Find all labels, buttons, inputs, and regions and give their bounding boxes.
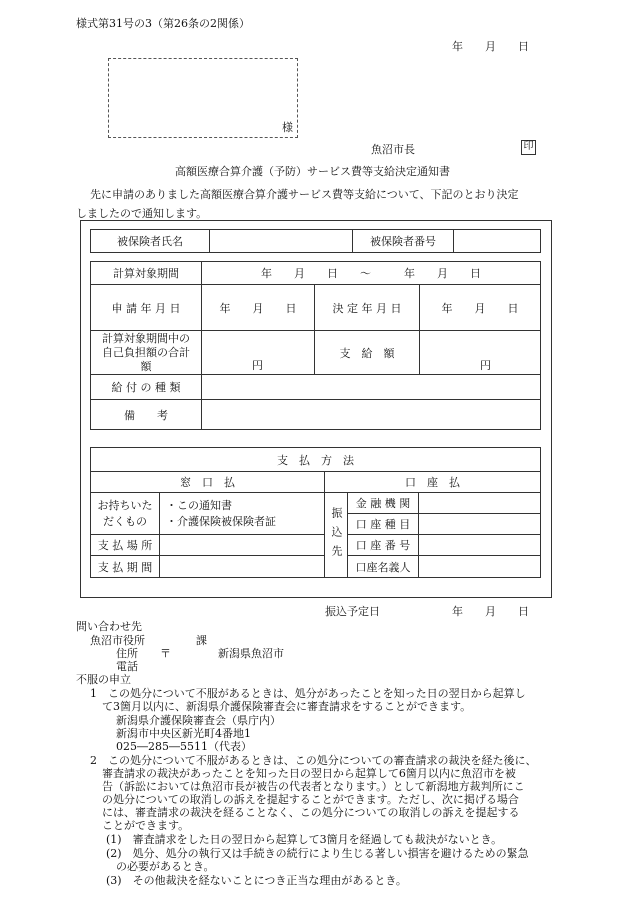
account-type-value: [419, 514, 541, 535]
appeal-item-3: (3) その他裁決を経ないことにつき正当な理由があるとき。: [106, 874, 407, 887]
seal-stamp: 印: [521, 140, 536, 155]
bank-value: [419, 493, 541, 514]
insured-name-value[interactable]: [210, 230, 353, 253]
benefit-kind-value: [202, 375, 541, 400]
benefit-kind-label: 給 付 の 種 類: [91, 375, 202, 400]
insured-number-label: 被保険者番号: [353, 230, 454, 253]
copay-value: [202, 331, 315, 375]
bring-items-label: [91, 493, 160, 535]
appeal-p2-line-2: 審査請求の裁決があったことを知った日の翌日から起算して6箇月以内に魚沼市を被: [102, 767, 516, 780]
intro-line-2: しましたので通知します。: [76, 207, 208, 220]
bank-label: 金 融 機 関: [348, 493, 419, 514]
window-payment-header: 窓 口 払: [91, 472, 325, 493]
account-holder-label: 口座名義人: [348, 556, 419, 578]
contact-postal: 〒: [160, 647, 171, 660]
appeal-p2-line-4: の処分についての取消しの訴えを提起することができます。ただし、次に掲げる場合: [102, 793, 519, 806]
copay-label-line-2: 自己負担額の合計: [102, 345, 190, 359]
contact-heading: 問い合わせ先: [76, 620, 142, 633]
contact-address: 新潟県魚沼市: [218, 647, 284, 660]
bring-item-2: ・介護保険被保険者証: [166, 514, 276, 528]
payment-yen: 円: [480, 359, 491, 372]
account-type-label: 口 座 種 目: [348, 514, 419, 535]
decision-date-value: 年 月 日: [420, 285, 541, 331]
decision-date-label: 決 定 年 月 日: [315, 285, 420, 331]
appeal-p2-line-6: ことができます。: [102, 819, 190, 832]
appeal-p2-line-3: 告（訴訟においては魚沼市長が被告の代表者となります。）として新潟地方裁判所にこ: [102, 780, 525, 793]
bring-label-line-1: お持ちいた: [97, 498, 153, 512]
term-label: 支 払 期 間: [91, 556, 160, 578]
appeal-p1-line-1: 1 この処分について不服があるときは、処分があったことを知った日の翌日から起算し: [90, 687, 526, 700]
appeal-item-2-cont: の必要があるとき。: [116, 860, 215, 873]
addressee-box: [108, 58, 298, 138]
account-number-value: [419, 535, 541, 556]
scheduled-date-label: 振込予定日: [325, 605, 380, 618]
period-value: 年 月 日 ～ 年 月 日: [202, 262, 541, 285]
remarks-label: 備 考: [91, 400, 202, 430]
remarks-value: [202, 400, 541, 430]
copay-label-line-3: 額: [140, 359, 152, 373]
insured-name-label: 被保険者氏名: [91, 230, 210, 253]
appeal-heading: 不服の申立: [76, 673, 131, 686]
payment-amount-value: [420, 331, 541, 375]
appeal-addr-1: 新潟県介護保険審査会（県庁内）: [116, 714, 281, 727]
bring-items-list: [160, 493, 325, 535]
apply-date-label: 申 請 年 月 日: [91, 285, 202, 331]
copay-yen: 円: [252, 359, 263, 372]
appeal-p2-line-5: には、審査請求の裁決を経ることなく、この処分についての取消しの訴えを提起する: [102, 806, 520, 819]
payment-method-table: [90, 447, 541, 578]
contact-section: 課: [196, 634, 207, 647]
details-table: [90, 261, 541, 430]
bring-label-line-2: だくもの: [103, 514, 147, 528]
appeal-addr-2: 新潟市中央区新光町4番地1: [116, 727, 251, 740]
payment-amount-label: 支 給 額: [315, 331, 420, 375]
apply-date-value: 年 月 日: [202, 285, 315, 331]
insured-table: [90, 229, 541, 253]
payment-method-title: 支 払 方 法: [91, 448, 541, 472]
intro-line-1: 先に申請のありました高額医療合算介護サービス費等支給について、下記のとおり決定: [90, 188, 519, 201]
document-title: 高額医療合算介護（予防）サービス費等支給決定通知書: [175, 165, 450, 178]
appeal-p1-line-2: て3箇月以内に、新潟県介護保険審査会に審査請求をすることができます。: [102, 700, 472, 713]
appeal-item-2: (2) 処分、処分の執行又は手続きの続行により生じる著しい損害を避けるための緊急: [106, 847, 529, 860]
place-label: 支 払 場 所: [91, 535, 160, 556]
place-value: [160, 535, 325, 556]
contact-phone-label: 電話: [116, 660, 138, 673]
account-payment-header: 口 座 払: [325, 472, 541, 493]
contact-address-label: 住所: [116, 647, 138, 660]
mayor-name: 魚沼市長: [371, 143, 415, 156]
appeal-p2-line-1: 2 この処分について不服があるときは、この処分についての審査請求の裁決を経た後に、: [90, 754, 537, 767]
addressee-suffix: 様: [282, 121, 293, 134]
copay-label: [91, 331, 202, 375]
account-number-label: 口 座 番 号: [348, 535, 419, 556]
issue-date: 年 月 日: [452, 40, 529, 53]
insured-number-value[interactable]: [454, 230, 541, 253]
form-number: 様式第31号の3（第26条の2関係）: [76, 17, 250, 30]
transfer-to-label: [325, 493, 348, 578]
bring-item-1: ・この通知書: [166, 498, 232, 512]
appeal-addr-3: 025―285―5511（代表）: [116, 740, 252, 753]
term-value: [160, 556, 325, 578]
scheduled-date-value: 年 月 日: [452, 605, 529, 618]
appeal-item-1: (1) 審査請求をした日の翌日から起算して3箇月を経過しても裁決がないとき。: [106, 833, 503, 846]
contact-office: 魚沼市役所: [90, 634, 145, 647]
period-label: 計算対象期間: [91, 262, 202, 285]
copay-label-line-1: 計算対象期間中の: [102, 331, 190, 345]
transfer-to-text: 振込先: [330, 506, 343, 564]
account-holder-value: [419, 556, 541, 578]
